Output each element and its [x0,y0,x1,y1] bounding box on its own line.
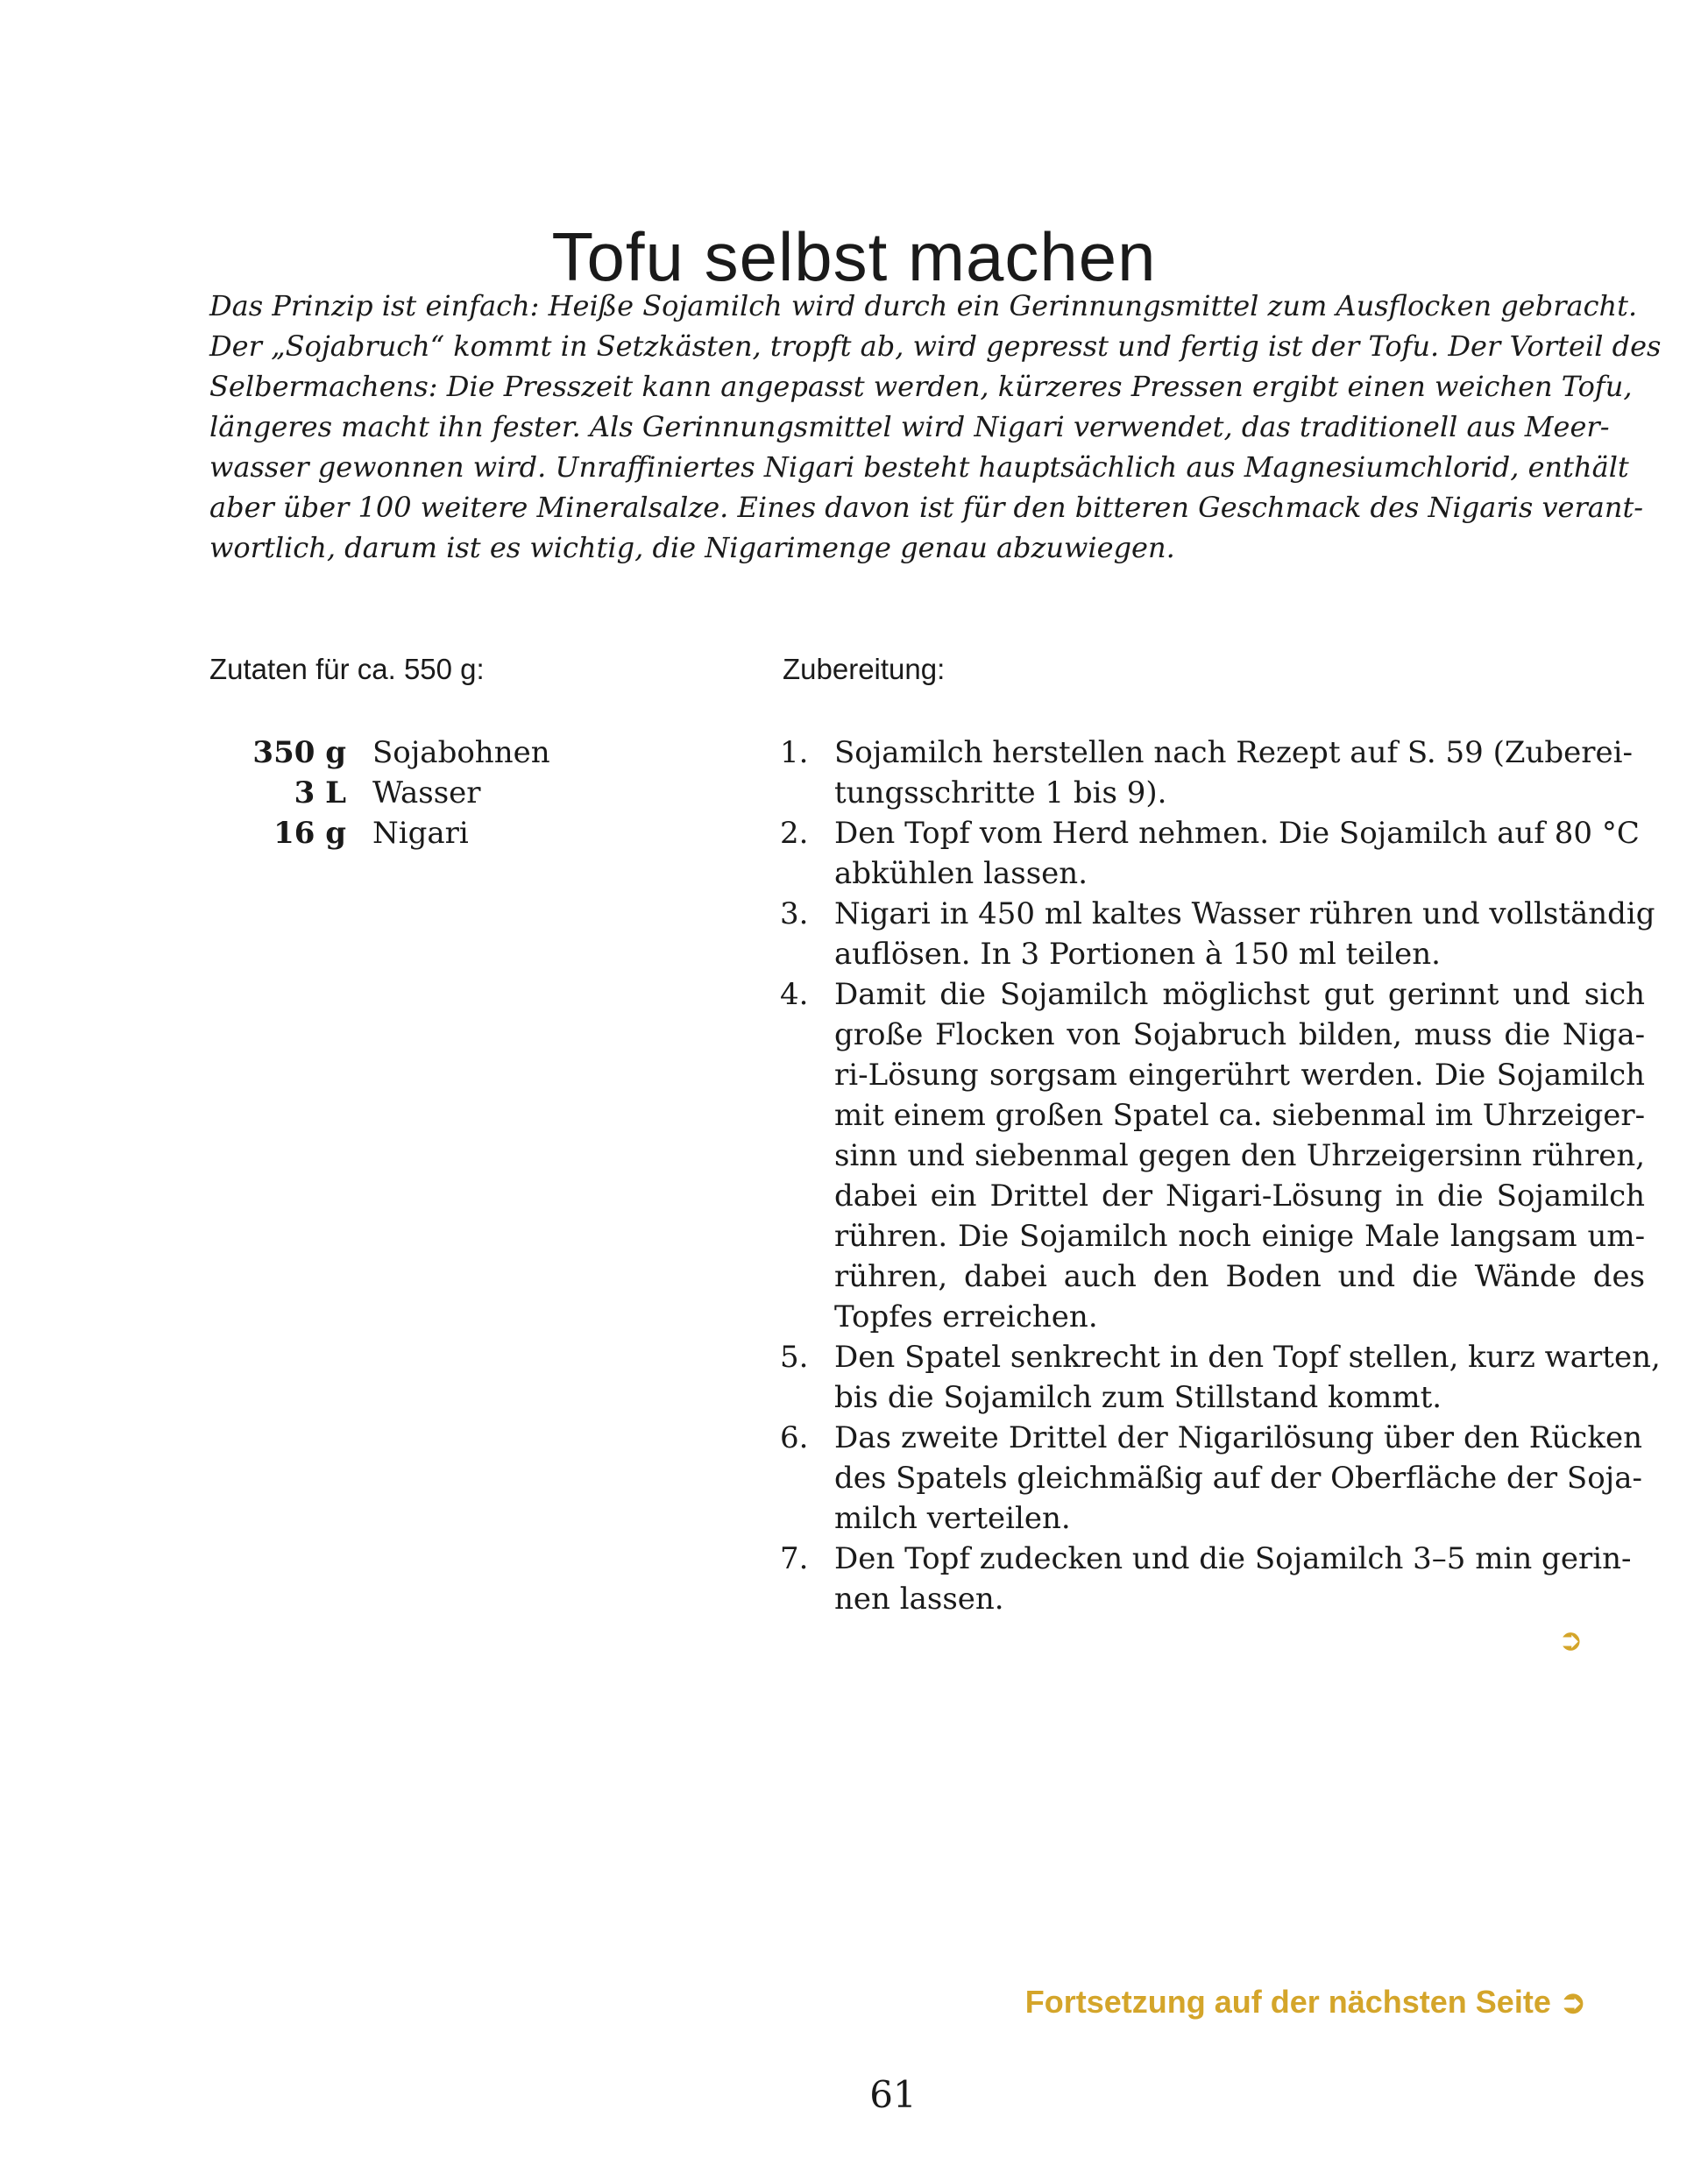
step-item [780,813,1640,894]
step-line: ri-Lösung sorgsam eingerührt werden. Die Sojamilch [834,1058,1646,1093]
continue-note: Fortsetzung auf der nächsten Seite ➲ [1024,1984,1586,2020]
step-line: Den Spatel senkrecht in den Topf stellen, kurz warten, [834,1340,1661,1375]
step-line: Das zweite Drittel der Nigarilösung über den Rücken [834,1420,1642,1455]
step-line: abkühlen lassen. [834,856,1088,891]
preparation-heading: Zubereitung: [783,653,946,685]
step-number: 6. [780,1420,809,1455]
step-line: auflösen. In 3 Portionen à 150 ml teilen. [834,937,1441,972]
ingredient-row [228,813,550,853]
intro-line: Selbermachens: Die Presszeit kann angepasst werden, kürzeres Pressen ergibt einen weichen Tofu, [209,370,1633,403]
step-text [834,813,1640,894]
step-line: rühren, dabei auch den Boden und die Wände des [834,1259,1646,1294]
step-line: Damit die Sojamilch möglichst gut gerinnt und sich [834,977,1646,1012]
step-number: 1. [780,735,809,770]
intro-line: längeres macht ihn fester. Als Gerinnungsmittel wird Nigari verwendet, das traditionell aus Meer- [209,410,1610,443]
intro-line: Das Prinzip ist einfach: Heiße Sojamilch wird durch ein Gerinnungsmittel zum Ausflocken gebracht. [209,289,1638,322]
step-number: 2. [780,816,809,851]
page-title: Tofu selbst machen [551,218,1157,296]
step-line: mit einem großen Spatel ca. siebenmal im Uhrzeiger- [834,1098,1646,1133]
step-line: Den Topf zudecken und die Sojamilch 3–5 min gerin- [834,1541,1632,1576]
intro-line: wasser gewonnen wird. Unraffiniertes Nigari besteht hauptsächlich aus Magnesiumchlorid, enthält [209,450,1629,484]
ingredient-name: Nigari [372,816,469,851]
step-text [834,974,1645,1337]
step-text [834,894,1655,974]
step-number: 3. [780,896,809,931]
step-item [780,1539,1632,1619]
ingredients-heading: Zutaten für ca. 550 g: [209,653,485,685]
step-line: Den Topf vom Herd nehmen. Die Sojamilch auf 80 °C [834,816,1640,851]
ingredient-row [228,733,550,773]
step-number: 5. [780,1340,809,1375]
step-line: rühren. Die Sojamilch noch einige Male langsam um- [834,1219,1646,1254]
ingredient-amount: 16 g [273,816,346,851]
intro-paragraph [209,286,1662,568]
step-item [780,733,1634,813]
step-line: nen lassen. [834,1582,1004,1617]
step-line: dabei ein Drittel der Nigari-Lösung in die Sojamilch [834,1179,1646,1214]
step-text [834,1337,1661,1418]
step-item [780,974,1646,1337]
intro-line: wortlich, darum ist es wichtig, die Nigarimenge genau abzuwiegen. [209,531,1175,564]
step-text [834,1539,1631,1619]
ingredient-name: Sojabohnen [372,735,550,770]
step-line: große Flocken von Sojabruch bilden, muss die Niga- [834,1017,1646,1052]
step-line: milch verteilen. [834,1501,1071,1536]
ingredient-amount: 350 g [252,735,346,770]
page-number: 61 [869,2073,917,2116]
step-line: des Spatels gleichmäßig auf der Oberfläche der Soja- [834,1461,1642,1496]
ingredient-row [228,773,550,813]
step-line: sinn und siebenmal gegen den Uhrzeigersinn rühren, [834,1138,1646,1173]
step-line: tungsschritte 1 bis 9). [834,775,1167,810]
ingredients-list [228,733,550,853]
step-text [834,1418,1642,1539]
ingredient-amount: 3 L [294,775,346,810]
step-text [834,733,1633,813]
step-item [780,1418,1642,1539]
step-number: 7. [780,1541,809,1576]
step-line: Nigari in 450 ml kaltes Wasser rühren und vollständig [834,896,1655,931]
preparation-steps [780,733,1661,1619]
ingredient-name: Wasser [372,775,481,810]
step-line: Topfes erreichen. [834,1299,1098,1334]
step-line: bis die Sojamilch zum Stillstand kommt. [834,1380,1442,1415]
intro-line: Der „Sojabruch“ kommt in Setzkästen, tropft ab, wird gepresst und fertig ist der Tofu. Der Vorteil des [209,329,1662,363]
step-item [780,894,1655,974]
step-item [780,1337,1661,1418]
step-number: 4. [780,977,809,1012]
intro-line: aber über 100 weitere Mineralsalze. Eines davon ist für den bitteren Geschmack des Nigaris verant- [209,491,1644,524]
step-line: Sojamilch herstellen nach Rezept auf S. 59 (Zuberei- [834,735,1634,770]
continue-arrow-icon: ➲ [1558,1623,1584,1658]
